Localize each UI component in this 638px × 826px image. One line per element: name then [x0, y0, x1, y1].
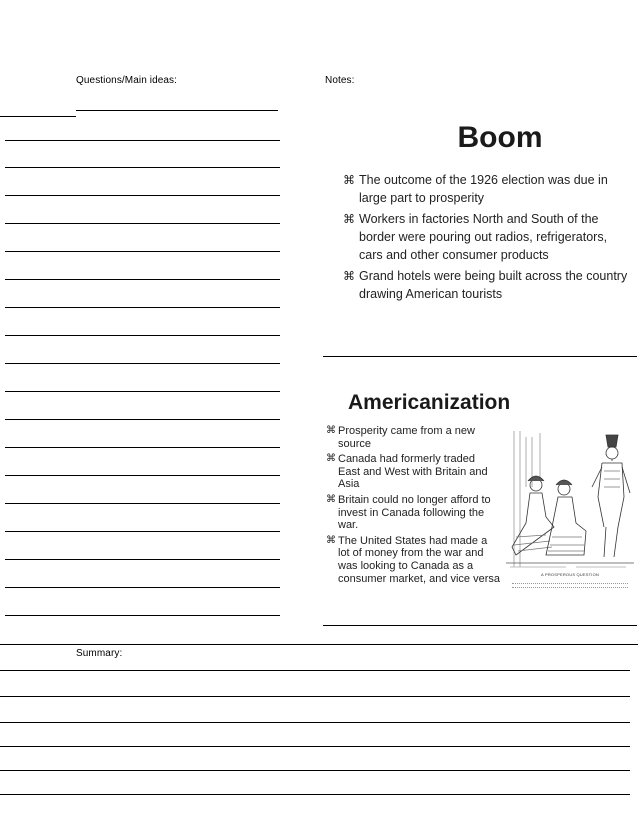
summary-label: Summary: — [76, 648, 123, 659]
command-bullet-icon: ⌘ — [326, 493, 336, 505]
command-bullet-icon: ⌘ — [343, 212, 355, 226]
command-bullet-icon: ⌘ — [326, 534, 336, 546]
summary-line[interactable] — [0, 794, 630, 795]
question-line[interactable] — [76, 110, 278, 111]
notes-slide-boom — [325, 105, 635, 350]
slide-title: Americanization — [348, 391, 511, 414]
caption-fine-print — [512, 581, 628, 591]
question-line[interactable] — [5, 503, 280, 504]
slide-bullet-list — [326, 425, 500, 588]
question-line[interactable] — [5, 419, 280, 420]
slide-title: Boom — [457, 121, 543, 154]
question-line[interactable] — [5, 335, 280, 336]
question-line[interactable] — [5, 307, 280, 308]
questions-main-ideas-label: Questions/Main ideas: — [76, 75, 178, 86]
command-bullet-icon: ⌘ — [326, 425, 336, 436]
notes-label: Notes: — [325, 75, 355, 86]
summary-top-line — [0, 644, 638, 645]
summary-line[interactable] — [0, 746, 630, 747]
notes-divider — [323, 356, 637, 357]
question-line[interactable] — [5, 195, 280, 196]
notes-divider — [323, 625, 637, 626]
illustration-caption: A PROSPEROUS QUESTION — [541, 572, 599, 577]
engraving-illustration — [506, 427, 634, 605]
question-line[interactable] — [5, 531, 280, 532]
question-line[interactable] — [5, 447, 280, 448]
slide-bullet: ⌘ The United States had made a lot of money from the war and was looking to Canada as a consumer market, and vice versa — [326, 534, 501, 585]
question-line[interactable] — [5, 587, 280, 588]
slide-bullet: ⌘ Workers in factories North and South of the border were pouring out radios, refrigerators, cars and other consumer products — [343, 212, 608, 262]
illustration-prosperous-question — [506, 427, 634, 605]
slide-bullet: ⌘ Britain could no longer afford to invest in Canada following the war. — [326, 493, 491, 532]
slide-bullet: ⌘ The outcome of the 1926 election was due in large part to prosperity — [343, 173, 608, 205]
question-line[interactable] — [5, 559, 280, 560]
notes-slide-americanization — [322, 385, 636, 617]
question-line[interactable] — [5, 251, 280, 252]
slide-bullet: ⌘ Grand hotels were being built across the country drawing American tourists — [343, 269, 628, 301]
slide-bullet-list — [343, 171, 628, 306]
summary-line[interactable] — [0, 670, 630, 671]
summary-line[interactable] — [0, 722, 630, 723]
question-line[interactable] — [5, 279, 280, 280]
summary-line[interactable] — [0, 696, 630, 697]
command-bullet-icon: ⌘ — [343, 173, 355, 187]
question-line[interactable] — [5, 140, 280, 141]
command-bullet-icon: ⌘ — [343, 269, 355, 283]
question-line[interactable] — [0, 116, 76, 117]
slide-bullet: ⌘ Canada had formerly traded East and West with Britain and Asia — [326, 453, 488, 491]
command-bullet-icon: ⌘ — [326, 453, 336, 465]
slide-bullet: ⌘ Prosperity came from a new source — [326, 425, 475, 450]
summary-line[interactable] — [0, 770, 630, 771]
question-line[interactable] — [5, 475, 280, 476]
question-line[interactable] — [5, 223, 280, 224]
question-line[interactable] — [5, 167, 280, 168]
question-line[interactable] — [5, 363, 280, 364]
question-line[interactable] — [5, 391, 280, 392]
question-line[interactable] — [5, 615, 280, 616]
